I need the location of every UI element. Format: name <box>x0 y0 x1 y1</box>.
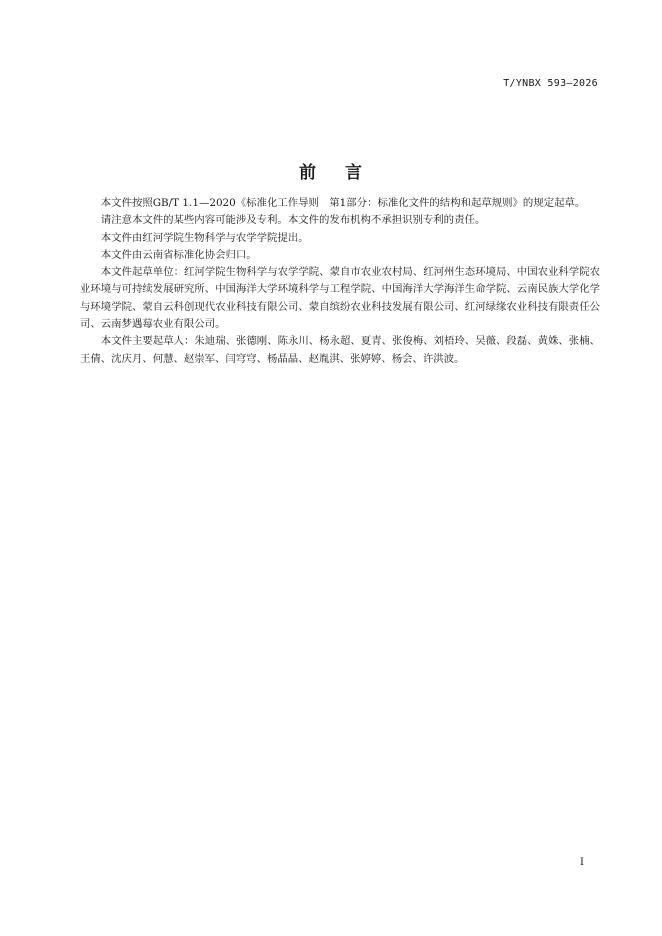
section-title <box>0 158 662 183</box>
paragraph-centralized-by: 本文件由云南省标准化协会归口。 <box>100 248 257 261</box>
paragraph-main-drafters: 本文件主要起草人：朱迪瑞、张德刚、陈永川、杨永超、夏青、张俊梅、刘梧玲、吴薇、段磊、黄姝、张楠、王倩、沈庆月、何慧、赵崇军、闫穹穹、杨晶晶、赵胤淇、张婷婷、杨会、许洪波。 <box>80 335 600 365</box>
document-code: T/YNBX 593—2026 <box>503 78 598 89</box>
paragraph-drafting-units: 本文件起草单位：红河学院生物科学与农学学院、蒙自市农业农村局、红河州生态环境局、中国农业科学院农业环境与可持续发展研究所、中国海洋大学环境科学与工程学院、中国海洋大学海洋生命学院、云南民族大学化学与环境学院、蒙自云科创现代农业科技有限公司、蒙自缤纷农业科技发展有限公司、红河绿缘农业科技有限责任公司、云南梦遇莓农业有限公司。 <box>80 266 600 331</box>
paragraph-proposer: 本文件由红河学院生物科学与农学学院提出。 <box>100 231 309 244</box>
section-title-part2: 言 <box>345 163 363 183</box>
page-number: I <box>580 857 584 868</box>
paragraph-patent-notice: 请注意本文件的某些内容可能涉及专利。本文件的发布机构不承担识别专利的责任。 <box>100 214 486 227</box>
section-title-part1: 前 <box>299 163 317 183</box>
foreword-body <box>80 195 600 368</box>
paragraph-drafting-basis: 本文件按照GB/T 1.1—2020《标准化工作导则 第1部分：标准化文件的结构和起草规则》的规定起草。 <box>100 197 586 209</box>
